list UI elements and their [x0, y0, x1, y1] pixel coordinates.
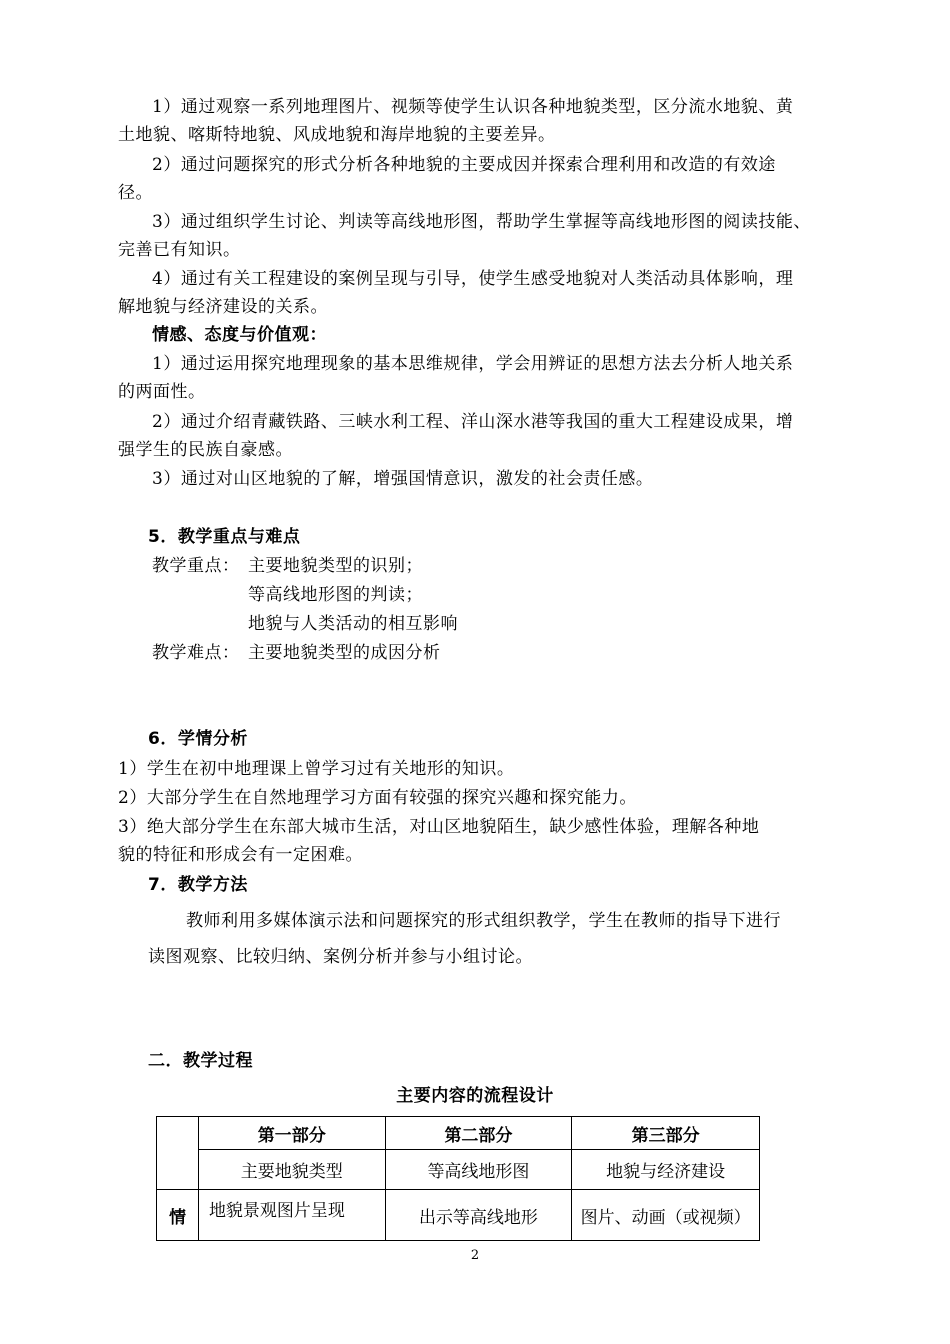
table-topic: 等高线地形图 [385, 1150, 572, 1190]
table-header: 第一部分 [198, 1117, 385, 1150]
objective-line: 强学生的民族自豪感。 [118, 440, 293, 460]
objective-line: 2）通过介绍青藏铁路、三峡水利工程、洋山深水港等我国的重大工程建设成果，增 [152, 412, 794, 432]
objective-line: 土地貌、喀斯特地貌、风成地貌和海岸地貌的主要差异。 [118, 125, 556, 145]
objective-line: 完善已有知识。 [118, 240, 241, 260]
objective-line: 1）通过运用探究地理现象的基本思维规律，学会用辨证的思想方法去分析人地关系 [152, 354, 794, 374]
table-header: 第三部分 [572, 1117, 760, 1150]
emotion-heading: 情感、态度与价值观： [152, 325, 327, 345]
objective-line: 3）通过对山区地貌的了解，增强国情意识，激发的社会责任感。 [152, 469, 654, 489]
difficult-item: 主要地貌类型的成因分析 [248, 643, 441, 663]
analysis-line: 1）学生在初中地理课上曾学习过有关地形的知识。 [118, 759, 515, 779]
table-topic: 主要地貌类型 [198, 1150, 385, 1190]
table-cell: 图片、动画（或视频） [572, 1190, 760, 1241]
section6-heading: 6．学情分析 [148, 729, 248, 749]
table-header: 第二部分 [385, 1117, 572, 1150]
table-corner-cell [157, 1117, 199, 1190]
page-number: 2 [470, 1248, 480, 1263]
objective-line: 的两面性。 [118, 382, 206, 402]
analysis-line: 3）绝大部分学生在东部大城市生活，对山区地貌陌生，缺少感性体验，理解各种地 [118, 817, 760, 837]
difficult-label: 教学难点： [152, 643, 240, 663]
section5-heading: 5．教学重点与难点 [148, 527, 301, 547]
table-title: 主要内容的流程设计 [396, 1086, 554, 1106]
analysis-line: 貌的特征和形成会有一定困难。 [118, 845, 363, 865]
table-cell: 出示等高线地形 [385, 1190, 572, 1241]
objective-line: 2）通过问题探究的形式分析各种地貌的主要成因并探索合理利用和改造的有效途 [152, 155, 776, 175]
objective-line: 解地貌与经济建设的关系。 [118, 297, 328, 317]
method-line: 教师利用多媒体演示法和问题探究的形式组织教学，学生在教师的指导下进行 [186, 911, 781, 931]
objective-line: 1）通过观察一系列地理图片、视频等使学生认识各种地貌类型，区分流水地貌、黄 [152, 97, 794, 117]
part2-heading: 二．教学过程 [148, 1051, 253, 1071]
objective-line: 径。 [118, 183, 153, 203]
key-label: 教学重点： [152, 556, 240, 576]
table-topic: 地貌与经济建设 [572, 1150, 760, 1190]
objective-line: 3）通过组织学生讨论、判读等高线地形图，帮助学生掌握等高线地形图的阅读技能、 [152, 212, 811, 232]
key-item: 等高线地形图的判读； [248, 585, 423, 605]
table-row-label: 情 [157, 1190, 199, 1241]
key-item: 地貌与人类活动的相互影响 [248, 614, 458, 634]
analysis-line: 2）大部分学生在自然地理学习方面有较强的探究兴趣和探究能力。 [118, 788, 637, 808]
objective-line: 4）通过有关工程建设的案例呈现与引导，使学生感受地貌对人类活动具体影响，理 [152, 269, 794, 289]
section7-heading: 7．教学方法 [148, 875, 248, 895]
table-cell: 地貌景观图片呈现 [198, 1190, 385, 1241]
key-item: 主要地貌类型的识别； [248, 556, 423, 576]
flow-table [156, 1116, 760, 1241]
method-line: 读图观察、比较归纳、案例分析并参与小组讨论。 [148, 947, 533, 967]
